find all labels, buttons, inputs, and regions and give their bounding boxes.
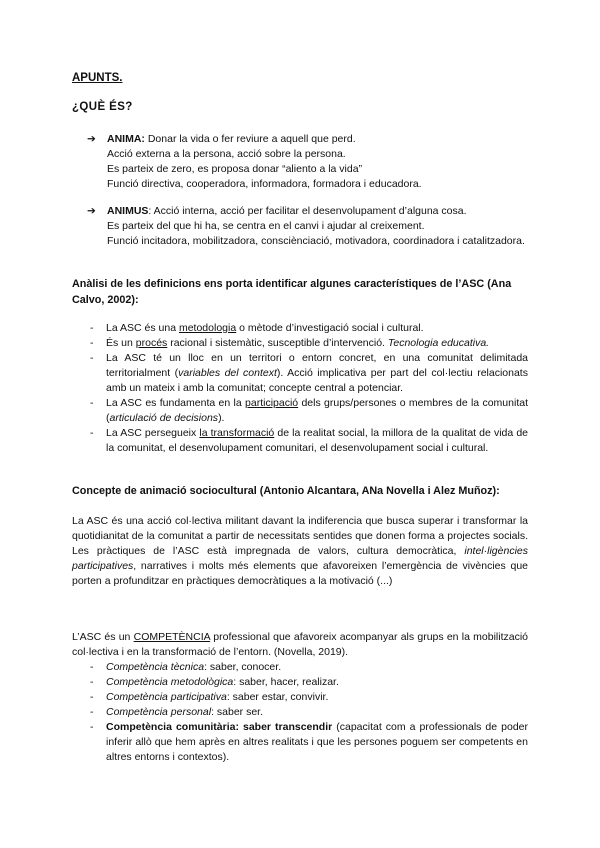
list-item	[72, 426, 528, 456]
analisi-list	[72, 321, 528, 456]
list-item	[72, 336, 528, 351]
item-text: : saber estar, convivir.	[226, 691, 329, 703]
list-item	[72, 675, 528, 690]
list-item	[72, 720, 528, 765]
item-text: dels grups/persones o membres de la comunitat (	[106, 397, 528, 424]
analisi-heading: Anàlisi de les definicions ens porta identificar algunes característiques de l’ASC (Ana Calvo, 2002):	[72, 278, 512, 306]
item-text: La ASC té un lloc en un territori o entorn concret, en una comunitat delimitada territorialment (	[106, 352, 528, 379]
anima-line-3: Es parteix de zero, es proposa donar “aliento a la vida”	[107, 163, 363, 175]
anima-block	[87, 132, 528, 192]
animus-line-2: Es parteix del que hi ha, se centra en el canvi i ajudar al creixement.	[107, 220, 425, 232]
anima-line-4: Funció directiva, cooperadora, informadora, formadora i educadora.	[107, 178, 422, 190]
paragraph-underlined: COMPETÈNCIA	[133, 631, 211, 643]
dash-bullet: -	[90, 676, 94, 688]
item-text: ). Acció implicativa per part del col·lectiu relacionats amb un mateix i amb la comunitat; concepte central a potenciar.	[106, 367, 528, 394]
item-text: racional i sistemàtic, susceptible d’intervenció.	[167, 337, 388, 349]
dash-bullet: -	[90, 661, 94, 673]
animus-line	[87, 204, 528, 219]
item-text: És un	[106, 337, 136, 349]
animus-line-3: Funció incitadora, mobilitzadora, consciènciació, motivadora, coordinadora i catalitzadora.	[107, 235, 525, 247]
list-item	[72, 705, 528, 720]
anima-term: ANIMA:	[107, 133, 145, 145]
item-underlined: metodologia	[178, 322, 237, 334]
item-italic: Competència metodològica	[106, 676, 234, 688]
paragraph-text: professional que afavoreix acompanyar als grups en la mobilització col·lectiva i en la transformació de l’entorn. (Novella, 2019).	[72, 631, 528, 658]
item-text: de la realitat social, la millora de la qualitat de vida de la comunitat, el desenvolupament comunitari, el desenvolupament social i cultural.	[106, 427, 529, 454]
dash-bullet: -	[90, 352, 94, 364]
list-item	[72, 396, 528, 426]
item-text: : saber, hacer, realizar.	[233, 676, 339, 688]
dash-bullet: -	[90, 427, 94, 439]
animus-term: ANIMUS	[107, 205, 149, 217]
item-text: La ASC es fundamenta en la	[106, 397, 246, 409]
item-bold: Competència comunitària: saber transcendir	[106, 721, 333, 733]
anima-definition: Donar la vida o fer reviure a aquell que perd.	[144, 133, 356, 145]
item-underlined: procés	[135, 337, 168, 349]
item-italic: Competència personal	[106, 706, 212, 718]
list-item	[72, 321, 528, 336]
dash-bullet: -	[90, 337, 94, 349]
concepte-heading: Concepte de animació sociocultural (Antonio Alcantara, ANa Novella i Alez Muñoz):	[72, 485, 500, 497]
item-italic: Competència tècnica	[106, 661, 205, 673]
dash-bullet: -	[90, 691, 94, 703]
animus-block	[87, 204, 528, 249]
item-underlined: la transformació	[199, 427, 275, 439]
dash-bullet: -	[90, 322, 94, 334]
list-item	[72, 660, 528, 675]
item-text: La ASC persegueix	[106, 427, 200, 439]
item-text: : saber, conocer.	[204, 661, 282, 673]
dash-bullet: -	[90, 721, 94, 733]
anima-line	[87, 132, 528, 147]
item-italic: Tecnologia educativa.	[387, 337, 490, 349]
list-item	[72, 690, 528, 705]
item-italic: variables del context	[178, 367, 277, 379]
anima-line-2: Acció externa a la persona, acció sobre la persona.	[107, 148, 346, 160]
section-heading-que-es: ¿QUÈ ÉS?	[72, 101, 133, 113]
dash-bullet: -	[90, 706, 94, 718]
item-text: La ASC és una	[106, 322, 179, 334]
arrow-icon: ➔	[87, 133, 96, 145]
paragraph-text: , narratives i molts més elements que afavoreixen l’emergència de vivències que porten a profunditzar en pràctiques democràtiques a la motivació (...)	[72, 560, 528, 587]
item-text: : saber ser.	[211, 706, 264, 718]
list-item	[72, 351, 528, 396]
competencia-intro	[72, 630, 528, 660]
item-text: ).	[218, 412, 225, 424]
item-text: (capacitat com a professionals de poder inferir allò que hem après en altres realitats i que les persones poguem ser competents en altres entorns i contextos).	[106, 721, 528, 763]
item-underlined: participació	[245, 397, 299, 409]
item-text: o mètode d’investigació social i cultural.	[236, 322, 424, 334]
paragraph-italic: intel·ligències participatives	[72, 545, 528, 572]
paragraph-text: La ASC és una acció col·lectiva militant davant la indiferencia que busca superar i transformar la quotidianitat de la comunitat a partir de necessitats sentides que donen forma a projectes socials. Les pràctiques de l’ASC està impregnada de valors, cultura democràtica,	[72, 515, 528, 557]
document-title: APUNTS.	[72, 72, 123, 84]
item-italic: Competència participativa	[106, 691, 227, 703]
item-italic: articulació de decisions	[109, 412, 219, 424]
dash-bullet: -	[90, 397, 94, 409]
paragraph-text: L’ASC és un	[72, 631, 134, 643]
animus-definition: : Acció interna, acció per facilitar el desenvolupament d’alguna cosa.	[148, 205, 467, 217]
concepte-paragraph	[72, 514, 528, 589]
competencia-list	[72, 660, 528, 765]
arrow-icon: ➔	[87, 205, 96, 217]
